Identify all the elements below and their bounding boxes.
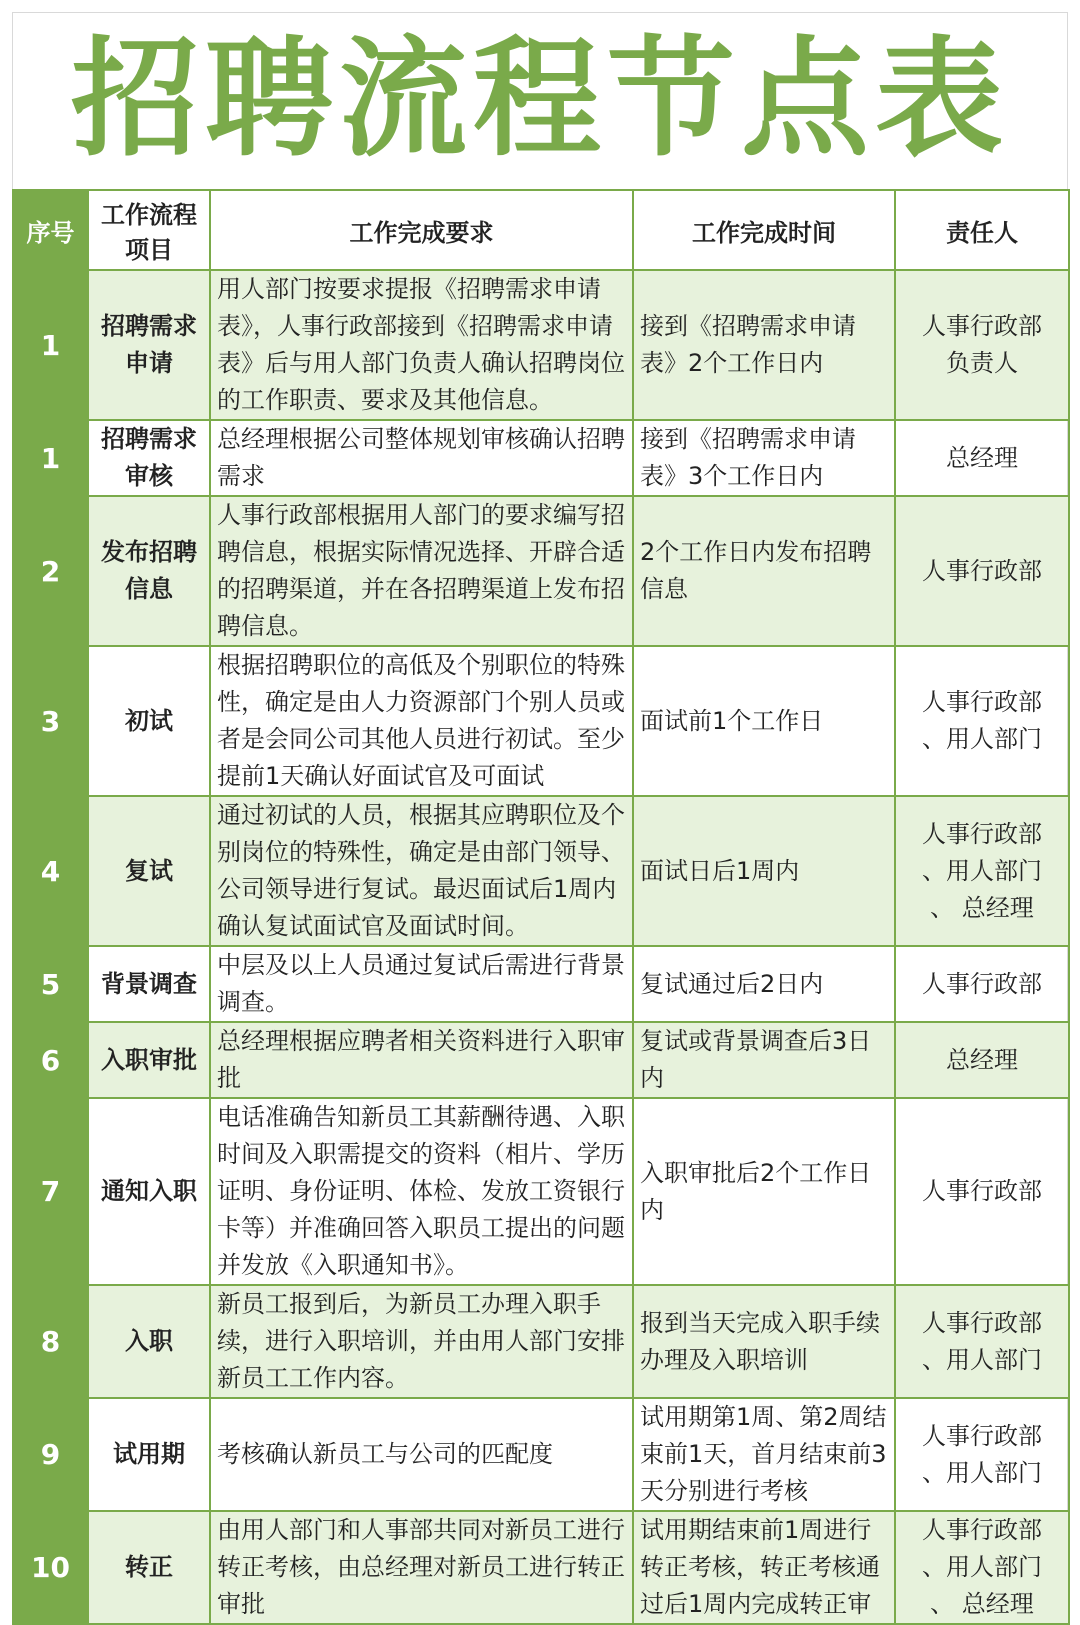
cell-owner-line: 负责人 — [946, 349, 1018, 377]
header-item-line: 项目 — [125, 236, 173, 264]
cell-owner-line: 人事行政部 — [922, 1177, 1042, 1205]
cell-item — [88, 1098, 210, 1285]
cell-time: 接到《招聘需求申请表》2个工作日内 — [633, 270, 895, 420]
cell-owner — [895, 1285, 1069, 1398]
cell-owner-line: 、用人部门 — [922, 1458, 1042, 1487]
cell-requirement: 考核确认新员工与公司的匹配度 — [210, 1398, 633, 1511]
cell-owner-line: 人事行政部 — [922, 1308, 1042, 1337]
cell-time: 试用期结束前1周进行转正考核，转正考核通过后1周内完成转正审 — [633, 1511, 895, 1624]
cell-time: 接到《招聘需求申请表》3个工作日内 — [633, 420, 895, 496]
cell-item — [88, 1285, 210, 1398]
header-time: 工作完成时间 — [633, 190, 895, 270]
table-row — [13, 946, 1069, 1022]
cell-seq: 10 — [13, 1511, 88, 1624]
cell-requirement: 根据招聘职位的高低及个别职位的特殊性，确定是由人力资源部门个别人员或者是会同公司其他人员进行初试。至少提前1天确认好面试官及可面试 — [210, 646, 633, 796]
cell-owner-line: 、用人部门 — [922, 856, 1042, 885]
table-row — [13, 1398, 1069, 1511]
header-owner: 责任人 — [895, 190, 1069, 270]
cell-owner — [895, 420, 1069, 496]
cell-item — [88, 1511, 210, 1624]
cell-owner — [895, 1022, 1069, 1098]
cell-owner-line: 人事行政部 — [922, 556, 1042, 585]
header-item-line: 工作流程 — [101, 201, 197, 229]
cell-seq: 3 — [13, 646, 88, 796]
cell-owner-line: 、用人部门 — [922, 725, 1042, 753]
cell-item-line: 信息 — [125, 575, 173, 603]
cell-requirement: 通过初试的人员，根据其应聘职位及个别岗位的特殊性，确定是由部门领导、公司领导进行复试。最迟面试后1周内确认复试面试官及面试时间。 — [210, 796, 633, 946]
cell-time: 2个工作日内发布招聘信息 — [633, 496, 895, 646]
cell-item-line: 转正 — [125, 1553, 173, 1581]
cell-owner-line: 总经理 — [946, 443, 1018, 472]
cell-owner-line: 人事行政部 — [922, 312, 1042, 340]
table-row — [13, 646, 1069, 796]
cell-time: 面试前1个工作日 — [633, 646, 895, 796]
cell-owner-line: 人事行政部 — [922, 688, 1042, 716]
cell-seq: 9 — [13, 1398, 88, 1511]
cell-seq: 7 — [13, 1098, 88, 1285]
cell-item-line: 初试 — [125, 706, 173, 735]
cell-owner — [895, 270, 1069, 420]
table-row — [13, 1511, 1069, 1624]
cell-time: 复试通过后2日内 — [633, 946, 895, 1022]
cell-item-line: 通知入职 — [101, 1177, 197, 1205]
table-row — [13, 796, 1069, 946]
table-row — [13, 1098, 1069, 1285]
cell-seq: 1 — [13, 420, 88, 496]
table-row — [13, 1285, 1069, 1398]
table-body — [13, 270, 1069, 1624]
cell-item-line: 入职审批 — [101, 1045, 197, 1074]
cell-item-line: 背景调查 — [101, 969, 197, 998]
cell-owner — [895, 796, 1069, 946]
header-seq: 序号 — [13, 190, 88, 270]
cell-owner — [895, 646, 1069, 796]
cell-owner-line: 、用人部门 — [922, 1553, 1042, 1581]
cell-seq: 5 — [13, 946, 88, 1022]
cell-requirement: 由用人部门和人事部共同对新员工进行转正考核，由总经理对新员工进行转正审批 — [210, 1511, 633, 1624]
cell-item-line: 申请 — [125, 349, 173, 377]
cell-item — [88, 796, 210, 946]
cell-item-line: 审核 — [125, 462, 173, 490]
table-row — [13, 270, 1069, 420]
cell-item-line: 试用期 — [113, 1440, 185, 1468]
cell-seq: 1 — [13, 270, 88, 420]
recruitment-process-table — [12, 189, 1070, 1625]
cell-item — [88, 646, 210, 796]
cell-owner-line: 、 总经理 — [930, 1590, 1034, 1618]
cell-item — [88, 270, 210, 420]
cell-owner — [895, 1098, 1069, 1285]
cell-requirement: 电话准确告知新员工其薪酬待遇、入职时间及入职需提交的资料（相片、学历证明、身份证明、体检、发放工资银行卡等）并准确回答入职员工提出的问题并发放《入职通知书》。 — [210, 1098, 633, 1285]
table-row — [13, 420, 1069, 496]
cell-time: 面试日后1周内 — [633, 796, 895, 946]
cell-requirement: 中层及以上人员通过复试后需进行背景调查。 — [210, 946, 633, 1022]
cell-requirement: 用人部门按要求提报《招聘需求申请表》，人事行政部接到《招聘需求申请表》后与用人部门负责人确认招聘岗位的工作职责、要求及其他信息。 — [210, 270, 633, 420]
cell-owner — [895, 946, 1069, 1022]
cell-owner-line: 人事行政部 — [922, 1516, 1042, 1544]
header-item — [88, 190, 210, 270]
cell-owner — [895, 496, 1069, 646]
header-requirement: 工作完成要求 — [210, 190, 633, 270]
table-row — [13, 496, 1069, 646]
cell-owner-line: 人事行政部 — [922, 969, 1042, 998]
cell-seq: 8 — [13, 1285, 88, 1398]
cell-item — [88, 1022, 210, 1098]
cell-owner — [895, 1398, 1069, 1511]
cell-time: 入职审批后2个工作日内 — [633, 1098, 895, 1285]
cell-item — [88, 420, 210, 496]
cell-time: 试用期第1周、第2周结束前1天，首月结束前3天分别进行考核 — [633, 1398, 895, 1511]
cell-item-line: 入职 — [125, 1327, 173, 1355]
cell-item-line: 招聘需求 — [101, 312, 197, 340]
cell-owner-line: 人事行政部 — [922, 819, 1042, 848]
table-row — [13, 1022, 1069, 1098]
cell-owner-line: 人事行政部 — [922, 1421, 1042, 1450]
cell-requirement: 新员工报到后，为新员工办理入职手续，进行入职培训，并由用人部门安排新员工工作内容。 — [210, 1285, 633, 1398]
cell-time: 复试或背景调查后3日内 — [633, 1022, 895, 1098]
cell-requirement: 总经理根据公司整体规划审核确认招聘需求 — [210, 420, 633, 496]
cell-seq: 2 — [13, 496, 88, 646]
table-header-row — [13, 190, 1069, 270]
page-title: 招聘流程节点表 — [70, 25, 1009, 174]
cell-item-line: 复试 — [125, 856, 173, 885]
cell-seq: 6 — [13, 1022, 88, 1098]
cell-item — [88, 946, 210, 1022]
cell-seq: 4 — [13, 796, 88, 946]
cell-item — [88, 1398, 210, 1511]
cell-owner-line: 、 总经理 — [930, 893, 1034, 922]
cell-item-line: 招聘需求 — [101, 425, 197, 453]
cell-owner-line: 、用人部门 — [922, 1345, 1042, 1374]
cell-requirement: 总经理根据应聘者相关资料进行入职审批 — [210, 1022, 633, 1098]
cell-item — [88, 496, 210, 646]
cell-owner — [895, 1511, 1069, 1624]
cell-item-line: 发布招聘 — [101, 538, 197, 566]
cell-owner-line: 总经理 — [946, 1045, 1018, 1074]
cell-requirement: 人事行政部根据用人部门的要求编写招聘信息，根据实际情况选择、开辟合适的招聘渠道，并在各招聘渠道上发布招聘信息。 — [210, 496, 633, 646]
cell-time: 报到当天完成入职手续办理及入职培训 — [633, 1285, 895, 1398]
